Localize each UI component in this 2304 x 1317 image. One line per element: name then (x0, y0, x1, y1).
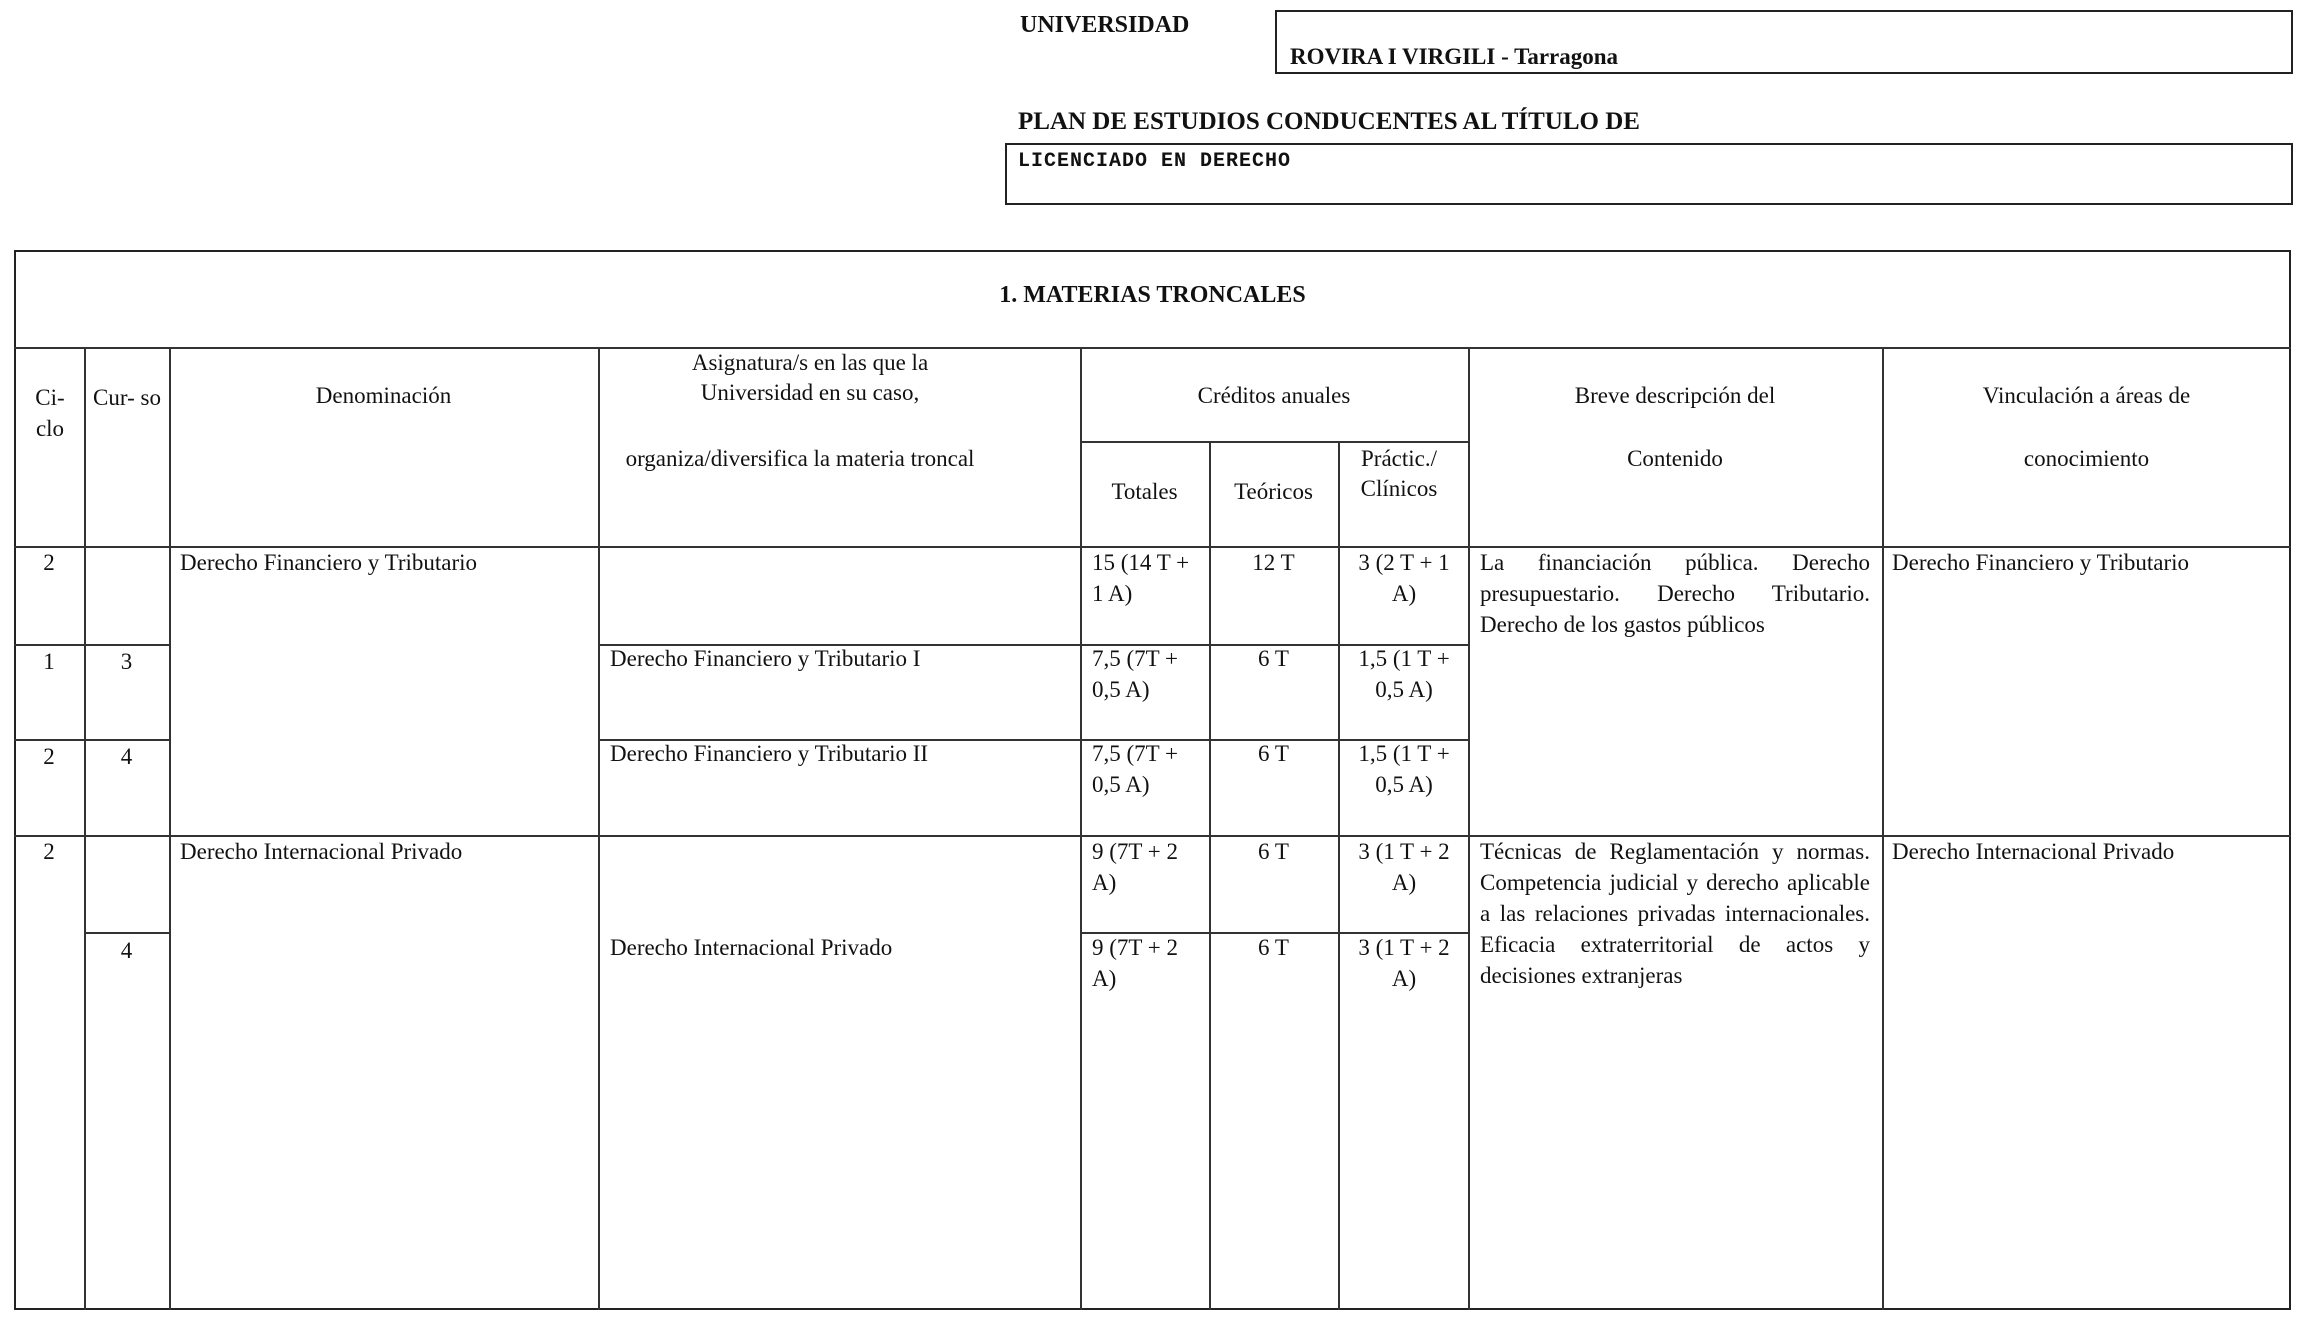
header-creditos: Créditos anuales (1197, 383, 1351, 408)
col-line-6 (1338, 441, 1340, 1310)
row2-ciclo: 1 (43, 649, 55, 674)
table-line-r4a (84, 932, 169, 934)
col-line-7 (1468, 347, 1470, 1310)
row2-curso: 3 (120, 649, 133, 674)
header-asignatura-1: Asignatura/s en las que la Universidad en su caso, (691, 350, 929, 405)
header-vinculacion-2: conocimiento (2023, 446, 2150, 471)
row3-totales: 7,5 (7T + 0,5 A) (1092, 741, 1179, 797)
header-descripcion-1: Breve descripción del (1574, 383, 1776, 408)
header-totales: Totales (1111, 479, 1178, 504)
universidad-name: ROVIRA I VIRGILI - Tarragona (1290, 44, 1619, 69)
row4-denominacion: Derecho Internacional Privado (180, 839, 463, 864)
row1-descripcion: La financiación pública. Derecho presupuestario. Derecho Tributario. Derecho de los gastos públicos (1480, 550, 1870, 637)
header-ciclo: Ci- clo (35, 385, 65, 441)
row3-practicos: 1,5 (1 T + 0,5 A) (1358, 741, 1450, 797)
row4-vinculacion: Derecho Internacional Privado (1892, 839, 2175, 864)
row5-asignatura: Derecho Internacional Privado (610, 935, 893, 960)
titulo-text: LICENCIADO EN DERECHO (1018, 150, 1292, 173)
row4-practicos: 3 (1 T + 2 A) (1358, 839, 1450, 895)
row1-denominacion: Derecho Financiero y Tributario (180, 550, 478, 575)
row2-practicos: 1,5 (1 T + 0,5 A) (1358, 646, 1450, 702)
row3-curso: 4 (120, 744, 133, 769)
row5-curso: 4 (120, 938, 133, 963)
row4-ciclo: 2 (43, 839, 55, 864)
row1-vinculacion: Derecho Financiero y Tributario (1892, 550, 2190, 575)
col-line-2 (169, 347, 171, 1310)
row5-practicos: 3 (1 T + 2 A) (1358, 935, 1450, 991)
plan-label: PLAN DE ESTUDIOS CONDUCENTES AL TÍTULO DE (1018, 108, 1640, 135)
header-denominacion: Denominación (315, 383, 452, 408)
header-descripcion-2: Contenido (1627, 446, 1723, 471)
row1-practicos: 3 (2 T + 1 A) (1358, 550, 1450, 606)
row4-totales: 9 (7T + 2 A) (1092, 839, 1179, 895)
section-title: 1. MATERIAS TRONCALES (999, 282, 1306, 308)
row3-ciclo: 2 (43, 744, 55, 769)
row5-teoricos: 6 T (1258, 935, 1289, 960)
col-line-8 (1882, 347, 1884, 1310)
header-asignatura-2: organiza/diversifica la materia troncal (625, 446, 975, 471)
col-line-1 (84, 347, 86, 1310)
row4-teoricos: 6 T (1258, 839, 1289, 864)
row2-asignatura: Derecho Financiero y Tributario I (610, 646, 921, 671)
row4-descripcion: Técnicas de Reglamentación y normas. Competencia judicial y derecho aplicable a las relaciones privadas internacionales. Eficacia extraterritorial de actos y decisiones extranjeras (1480, 839, 1870, 988)
header-curso: Cur- so (93, 385, 161, 410)
universidad-label: UNIVERSIDAD (1020, 12, 1190, 38)
row3-teoricos: 6 T (1258, 741, 1289, 766)
row3-asignatura: Derecho Financiero y Tributario II (610, 741, 929, 766)
header-teoricos: Teóricos (1234, 479, 1313, 504)
row2-teoricos: 6 T (1258, 646, 1289, 671)
table-line-title (14, 347, 2291, 349)
col-line-3 (598, 347, 600, 1310)
row1-ciclo: 2 (43, 550, 55, 575)
row1-teoricos: 12 T (1252, 550, 1295, 575)
header-vinculacion-1: Vinculación a áreas de (1982, 383, 2191, 408)
header-practicos: Práctic./ Clínicos (1360, 446, 1438, 501)
table-line-creditos (1080, 441, 1468, 443)
row1-totales: 15 (14 T + 1 A) (1092, 550, 1190, 606)
row2-totales: 7,5 (7T + 0,5 A) (1092, 646, 1179, 702)
row5-totales: 9 (7T + 2 A) (1092, 935, 1179, 991)
